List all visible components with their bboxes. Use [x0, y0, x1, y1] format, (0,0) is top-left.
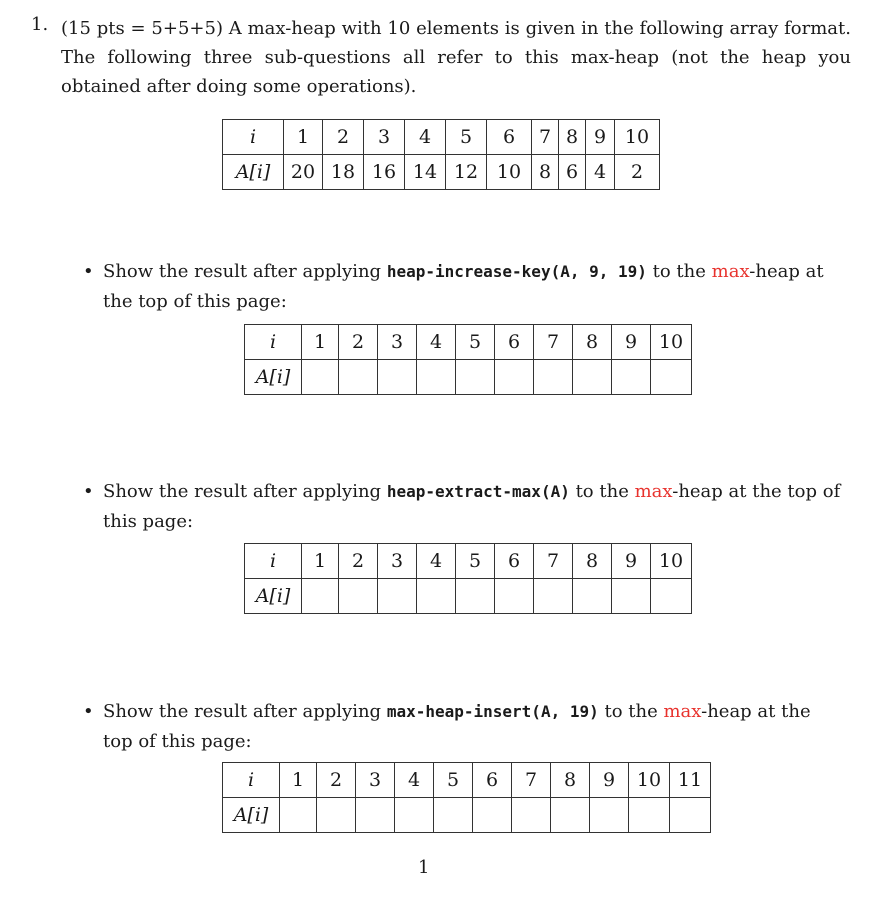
value-cell: 16 — [364, 155, 405, 190]
answer-cell[interactable] — [417, 579, 456, 614]
index-cell: 8 — [559, 120, 586, 155]
index-cell: 3 — [356, 763, 395, 798]
answer-cell[interactable] — [280, 798, 317, 833]
index-cell: 6 — [495, 544, 534, 579]
index-cell: 4 — [405, 120, 446, 155]
value-cell: 2 — [615, 155, 660, 190]
index-cell: 9 — [586, 120, 615, 155]
answer-cell[interactable] — [302, 360, 339, 395]
value-cell: 14 — [405, 155, 446, 190]
index-cell: 2 — [339, 544, 378, 579]
answer-cell[interactable] — [534, 579, 573, 614]
index-cell: 6 — [473, 763, 512, 798]
index-cell: 7 — [512, 763, 551, 798]
index-cell: 4 — [395, 763, 434, 798]
bullet-icon: • — [83, 701, 94, 722]
index-cell: 8 — [573, 544, 612, 579]
code-snippet: heap-extract-max(A) — [386, 482, 570, 501]
code-snippet: max-heap-insert(A, 19) — [386, 702, 599, 721]
answer-cell[interactable] — [434, 798, 473, 833]
answer-cell[interactable] — [651, 579, 692, 614]
answer-cell[interactable] — [302, 579, 339, 614]
index-cell: 9 — [612, 544, 651, 579]
index-cell: 2 — [317, 763, 356, 798]
answer-cell[interactable] — [512, 798, 551, 833]
question-number: 1. — [31, 14, 49, 35]
value-cell: 8 — [532, 155, 559, 190]
answer-cell[interactable] — [495, 360, 534, 395]
answer-cell[interactable] — [339, 360, 378, 395]
given-heap-table — [222, 119, 660, 190]
value-cell: 10 — [487, 155, 532, 190]
index-cell: 7 — [534, 544, 573, 579]
answer-cell[interactable] — [612, 360, 651, 395]
index-cell: 10 — [651, 325, 692, 360]
answer-cell[interactable] — [573, 579, 612, 614]
index-cell: 3 — [378, 325, 417, 360]
index-cell: 9 — [590, 763, 629, 798]
index-cell: 1 — [280, 763, 317, 798]
index-cell: 7 — [532, 120, 559, 155]
value-cell: 4 — [586, 155, 615, 190]
answer-cell[interactable] — [456, 360, 495, 395]
index-cell: 1 — [302, 544, 339, 579]
answer-cell[interactable] — [317, 798, 356, 833]
answer-cell[interactable] — [590, 798, 629, 833]
index-cell: 2 — [339, 325, 378, 360]
index-cell: 5 — [456, 325, 495, 360]
index-cell: 10 — [651, 544, 692, 579]
answer-cell[interactable] — [573, 360, 612, 395]
index-cell: 8 — [551, 763, 590, 798]
answer-cell[interactable] — [378, 360, 417, 395]
index-cell: 3 — [378, 544, 417, 579]
answer-cell[interactable] — [629, 798, 670, 833]
answer-cell[interactable] — [456, 579, 495, 614]
bullet-icon: • — [83, 481, 94, 502]
index-cell: 9 — [612, 325, 651, 360]
index-cell: 5 — [456, 544, 495, 579]
answer-cell[interactable] — [612, 579, 651, 614]
index-cell: 8 — [573, 325, 612, 360]
value-cell: 12 — [446, 155, 487, 190]
answer-cell[interactable] — [534, 360, 573, 395]
question-text: (15 pts = 5+5+5) A max-heap with 10 elements is given in the following array format. The following three sub-questions all refer to this max-heap (not the heap you obtained after doing some operations). — [61, 18, 851, 97]
index-cell: 10 — [629, 763, 670, 798]
answer-cell[interactable] — [473, 798, 512, 833]
value-cell: 6 — [559, 155, 586, 190]
page-number: 1 — [418, 857, 430, 878]
part3-answer-table: i 1 2 3 4 5 6 7 8 9 10 11 A[i] — [222, 762, 711, 833]
value-label: A[i] — [223, 155, 284, 190]
bullet-icon: • — [83, 261, 94, 282]
index-cell: 4 — [417, 544, 456, 579]
index-cell: 10 — [615, 120, 660, 155]
answer-cell[interactable] — [670, 798, 711, 833]
index-cell: 4 — [417, 325, 456, 360]
code-snippet: heap-increase-key(A, 9, 19) — [386, 262, 647, 281]
index-cell: 1 — [284, 120, 323, 155]
part2-answer-table: i 1 2 3 4 5 6 7 8 9 10 A[i] — [244, 543, 692, 614]
index-cell: 5 — [446, 120, 487, 155]
index-cell: 7 — [534, 325, 573, 360]
index-cell: 1 — [302, 325, 339, 360]
part1-answer-table: i 1 2 3 4 5 6 7 8 9 10 A[i] — [244, 324, 692, 395]
value-cell: 18 — [323, 155, 364, 190]
answer-cell[interactable] — [356, 798, 395, 833]
index-cell: 6 — [495, 325, 534, 360]
index-label: i — [223, 120, 284, 155]
answer-cell[interactable] — [417, 360, 456, 395]
answer-cell[interactable] — [551, 798, 590, 833]
answer-cell[interactable] — [378, 579, 417, 614]
index-cell: 3 — [364, 120, 405, 155]
answer-cell[interactable] — [395, 798, 434, 833]
index-cell: 2 — [323, 120, 364, 155]
answer-cell[interactable] — [651, 360, 692, 395]
answer-cell[interactable] — [495, 579, 534, 614]
value-cell: 20 — [284, 155, 323, 190]
index-cell: 11 — [670, 763, 711, 798]
answer-cell[interactable] — [339, 579, 378, 614]
index-cell: 6 — [487, 120, 532, 155]
index-cell: 5 — [434, 763, 473, 798]
